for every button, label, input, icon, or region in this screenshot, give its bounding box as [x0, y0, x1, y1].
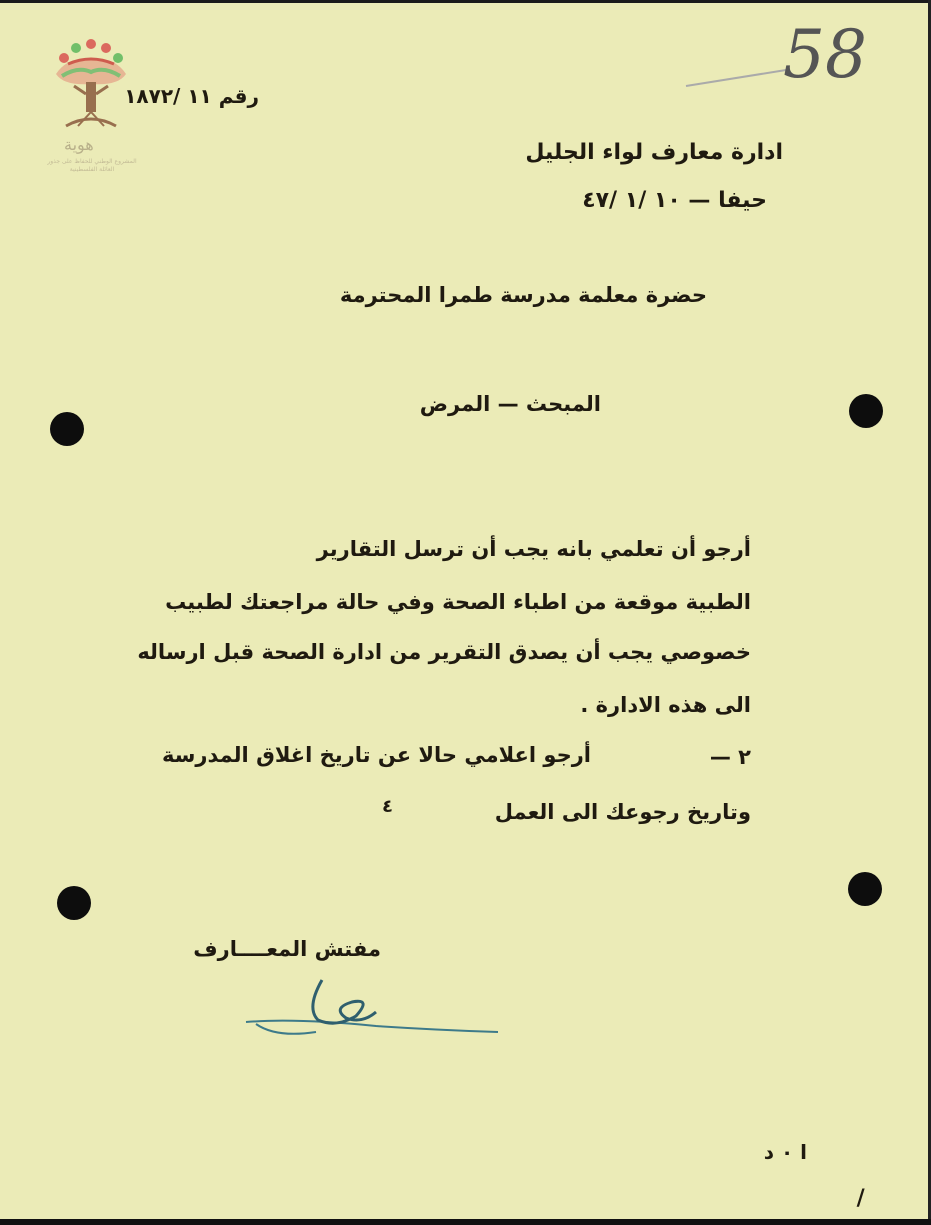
sender-office: ادارة معارف لواء الجليل: [525, 140, 783, 165]
reference-number: رقم ١١ /١٨٧٢: [124, 84, 259, 108]
subject: المبحث — المرض: [419, 392, 601, 416]
body-line-3: خصوصي يجب أن يصدق التقرير من ادارة الصحة قبل ارساله: [137, 640, 751, 664]
punch-hole-left-lower: [57, 886, 91, 920]
watermark-title: هوية: [64, 135, 94, 154]
body-line-2: الطبية موقعة من اطباء الصحة وفي حالة مراجعتك لطبيب: [165, 590, 751, 614]
item2-line-1: أرجو اعلامي حالا عن تاريخ اغلاق المدرسة: [161, 743, 591, 767]
watermark-subtitle: المشروع الوطني للحفاظ على جذور العائلة الفلسطينية: [47, 158, 137, 173]
handwritten-archive-number: 58: [783, 16, 867, 93]
body-line-4: الى هذه الادارة .: [580, 693, 751, 717]
place-date: حيفا — ١٠ /١ /٤٧: [582, 188, 767, 213]
scan-edge-top: [0, 0, 931, 3]
body-line-1: أرجو أن تعلمي بانه يجب أن ترسل التقارير: [316, 537, 751, 561]
signature-title: مفتش المعــــارف: [193, 937, 381, 961]
punch-hole-left-upper: [50, 412, 84, 446]
addressee: حضرة معلمة مدرسة طمرا المحترمة: [339, 283, 707, 307]
scan-edge-bottom: [0, 1219, 931, 1225]
punch-hole-right-upper: [849, 394, 883, 428]
footer-code: ا ٠ د: [763, 1140, 807, 1164]
item2-line-2: وتاريخ رجوعك الى العمل: [494, 800, 751, 824]
punch-hole-right-lower: [848, 872, 882, 906]
corner-mark: /: [856, 1186, 865, 1211]
item2-number: ٢ —: [709, 745, 751, 769]
signature-icon: [236, 968, 516, 1048]
item2-mark: ٤: [382, 796, 393, 817]
